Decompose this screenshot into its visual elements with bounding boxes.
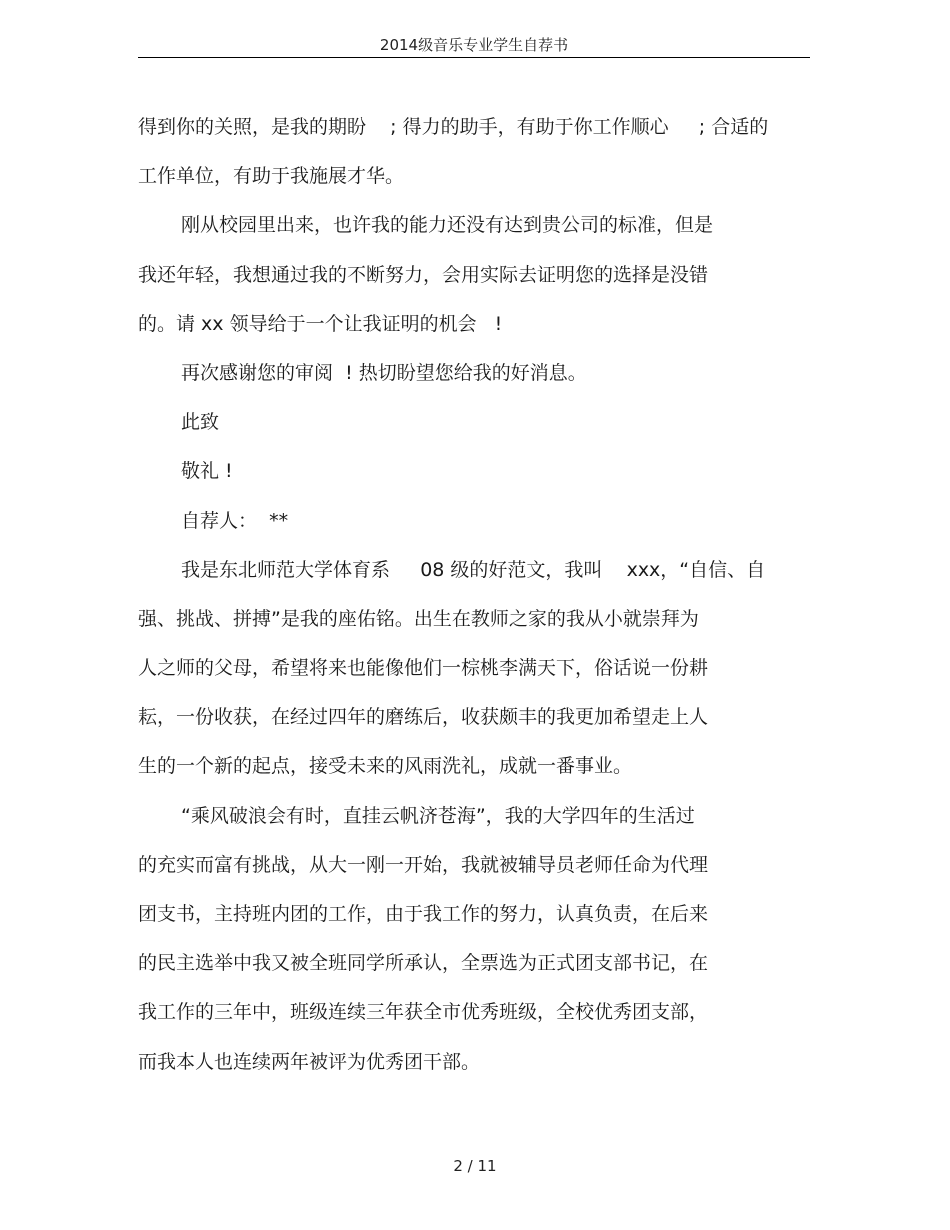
text-line: 我是东北师范大学体育系 08 级的好范文，我叫 xxx，“自信、自 <box>181 558 766 581</box>
text-line: 的充实而富有挑战，从大一刚一开始，我就被辅导员老师任命为代理 <box>138 853 709 876</box>
text-line: 我工作的三年中，班级连续三年获全市优秀班级，全校优秀团支部， <box>138 1001 709 1024</box>
text-line: 得到你的关照，是我的期盼 ; 得力的助手，有助于你工作顺心 ; 合适的 <box>138 116 769 138</box>
text-line: “乘风破浪会有时，直挂云帆济苍海”，我的大学四年的生活过 <box>181 804 695 827</box>
header-divider <box>138 57 810 58</box>
text-line: 团支书，主持班内团的工作，由于我工作的努力，认真负责，在后来 <box>138 903 709 925</box>
closing-regards: 敬礼 ! <box>181 460 233 483</box>
text-line: 的民主选举中我又被全班同学所承认，全票选为正式团支部书记，在 <box>138 952 709 975</box>
text-line: 而我本人也连续两年被评为优秀团干部。 <box>138 1050 481 1073</box>
text-line: 强、挑战、拼搏”是我的座佑铭。出生在教师之家的我从小就崇拜为 <box>138 607 699 630</box>
text-line: 我还年轻，我想通过我的不断努力，会用实际去证明您的选择是没错 <box>138 263 709 286</box>
closing-salutation: 此致 <box>181 411 220 434</box>
text-line: 生的一个新的起点，接受未来的风雨洗礼，成就一番事业。 <box>138 755 633 778</box>
text-line: 的。请 xx 领导给于一个让我证明的机会 ! <box>138 312 503 335</box>
text-line: 再次感谢您的审阅 ! 热切盼望您给我的好消息。 <box>181 361 587 384</box>
document-body <box>138 103 818 1087</box>
text-line: 耘，一份收获，在经过四年的磨练后，收获颇丰的我更加希望走上人 <box>138 706 709 729</box>
signature-line: 自荐人： ** <box>181 509 289 532</box>
text-line: 工作单位，有助于我施展才华。 <box>138 165 405 188</box>
text-line: 刚从校园里出来，也许我的能力还没有达到贵公司的标准，但是 <box>181 214 714 237</box>
page-header-title: 2014级音乐专业学生自荐书 <box>379 36 569 54</box>
text-line: 人之师的父母，希望将来也能像他们一棕桃李满天下，俗话说一份耕 <box>138 657 709 680</box>
page-number: 2 / 11 <box>453 1157 497 1175</box>
